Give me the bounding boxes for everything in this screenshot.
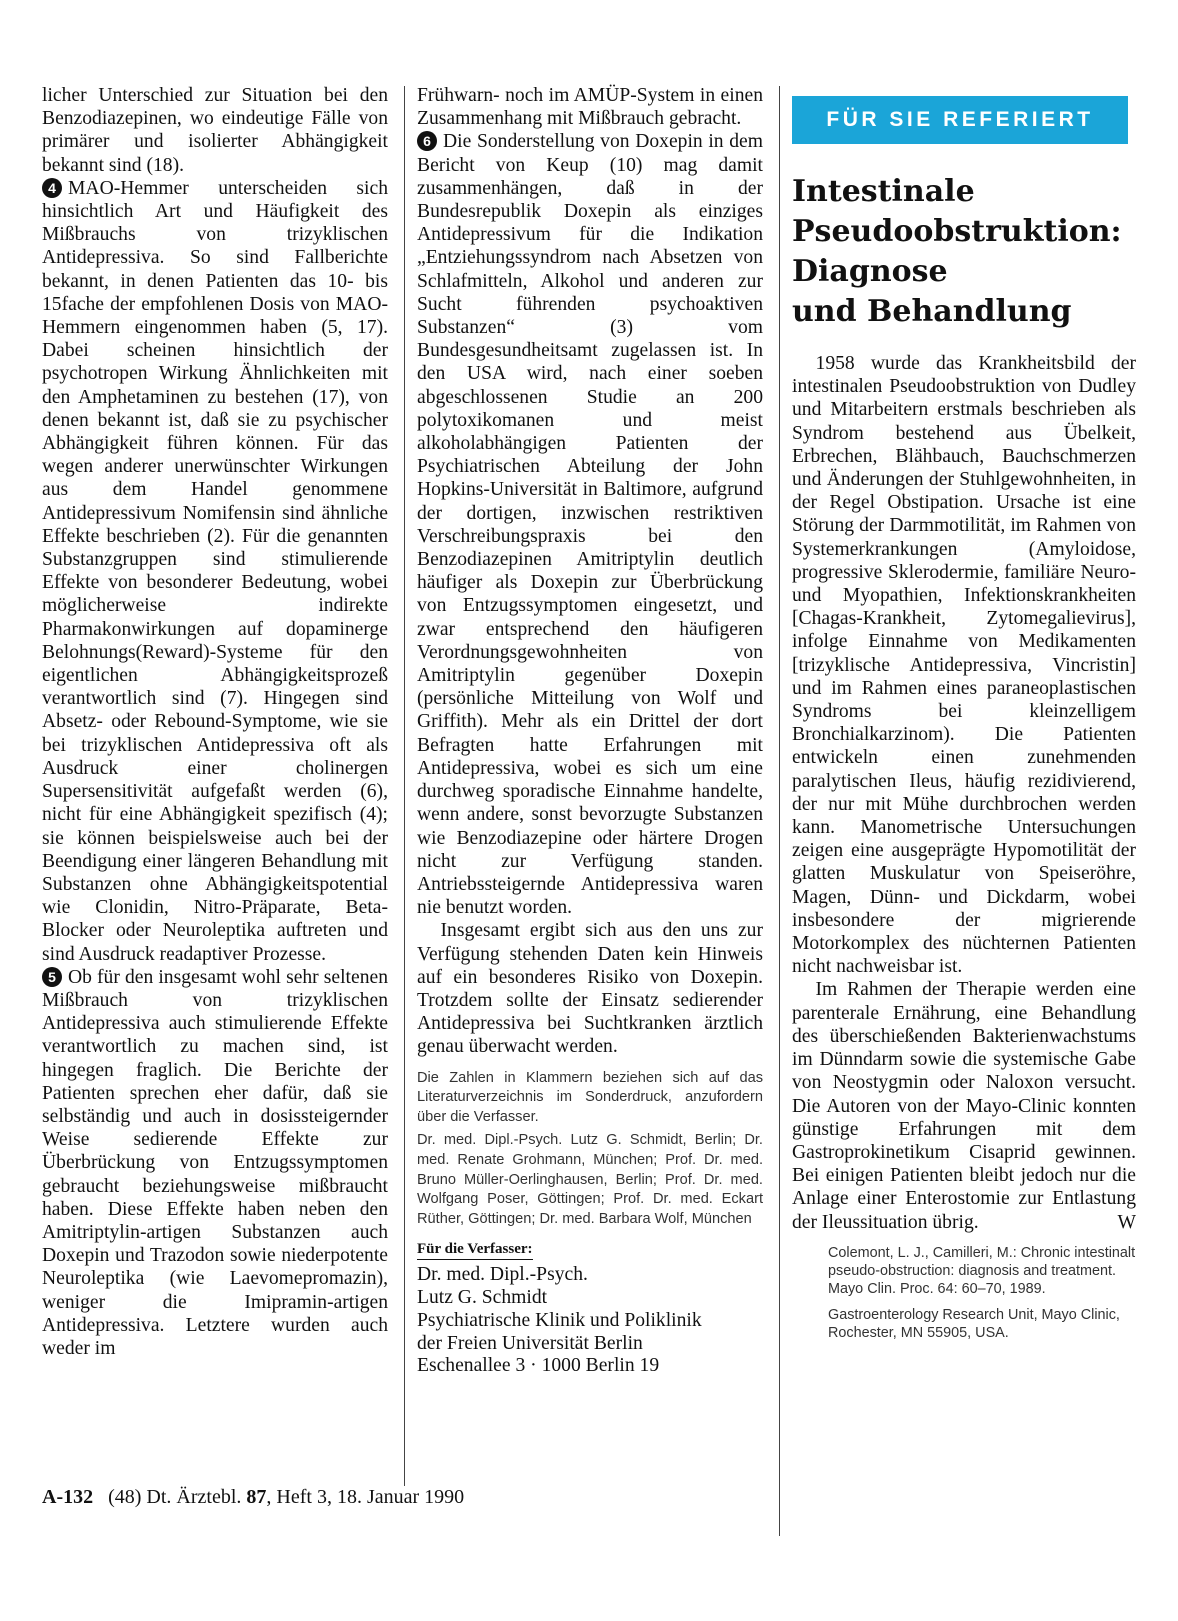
sidebar-affiliation: Gastroenterology Research Unit, Mayo Clinic, Rochester, MN 55905, USA. bbox=[828, 1306, 1120, 1341]
article-column-2 bbox=[417, 84, 763, 1378]
page-footer bbox=[42, 1486, 464, 1509]
address-heading: Für die Verfasser: bbox=[417, 1239, 533, 1260]
sidebar-paragraph: 1958 wurde das Krankheitsbild der intestinalen Pseudoobstruktion von Dudley und Mitarbeitern erstmals beschrieben als Syndrom bestehend aus Übelkeit, Erbrechen, Blähbauch, Bauchschmerzen und Änderungen der Stuhlgewohnheiten, in der Regel Obstipation. Ursache ist eine Störung der Darmmotilität, im Rahmen von Systemerkrankungen (Amyloidose, progressive Sklerodermie, familiäre Neuro- und Myopathien, Infektionskrankheiten [Chagas-Krankheit, Zytomegalievirus], infolge Einnahme von Medikamenten [trizyklische Antidepressiva, Vincristin] und im Rahmen eines paraneoplastischen Syndroms bei kleinzelligem Bronchialkarzinom). Die Patienten entwickeln einen zunehmenden paralytischen Ileus, häufig rezidivierend, der nur mit Mühe durchbrochen werden kann. Manometrische Untersuchungen zeigen eine ausgeprägte Hypomotilität der glatten Muskulatur von Speiseröhre, Magen, Dünn- und Dickdarm, wobei insbesondere der migrierende Motorkomplex des nüchternen Patienten nicht nachweisbar ist. bbox=[792, 353, 1136, 978]
page-number: A-132 bbox=[42, 1486, 94, 1508]
sidebar-reference: Colemont, L. J., Camilleri, M.: Chronic intestinalt pseudo-obstruction: diagnosis and treatment. Mayo Clin. Proc. 64: 60–70, 1989. bbox=[828, 1244, 1136, 1297]
paragraph-text: Ob für den insgesamt wohl sehr seltenen Mißbrauch von trizyklischen Antidepressiva auch stimulierende Effekte verantwortlich zu machen sind, ist hingegen fraglich. Die Berichte der Patienten sprechen eher dafür, daß sie selbständig und auch in dosissteigernder Weise sedierende Effekte zur Überbrückung von Entzugssymptomen gebraucht beziehungsweise mißbraucht haben. Diese Effekte haben neben den Amitriptylin-artigen Substanzen auch Doxepin und Trazodon sowie niederpotente Neuroleptika (wie Laevomepromazin), weniger die Imipramin-artigen Antidepressiva. Letztere wurden auch weder im bbox=[42, 966, 388, 1359]
paragraph-item-6 bbox=[417, 130, 763, 919]
paragraph-item-4 bbox=[42, 177, 388, 966]
number-badge-6: 6 bbox=[417, 131, 437, 151]
column-rule-right bbox=[779, 86, 780, 1536]
sidebar-paragraph-text: Im Rahmen der Therapie werden eine parenterale Ernährung, eine Behandlung des überschießenden Bakterienwachstums im Dünndarm sowie die systemische Gabe von Neostygmin oder Naloxon versucht. Die Autoren von der Mayo-Clinic konnten günstige Erfahrungen mit dem Gastroprokinetikum Cisaprid gewinnen. Bei einigen Patienten bleibt jedoch nur die Anlage einer Enterostomie zur Entlastung der Ileussituation übrig. bbox=[792, 979, 1136, 1233]
correspondence-address bbox=[417, 1264, 763, 1378]
journal-issue-date: , Heft 3, 18. Januar 1990 bbox=[266, 1486, 465, 1508]
headline-line: Pseudoobstruktion: bbox=[792, 214, 1122, 249]
paragraph-text: MAO-Hemmer unterscheiden sich hinsichtlich Art und Häufigkeit des Mißbrauchs von trizyklischen Antidepressiva. So sind Fallberichte bekannt, in denen Patienten das 10- bis 15fache der empfohlenen Dosis von MAO-Hemmern eingenommen haben (5, 17). Dabei scheinen hinsichtlich der psychotropen Wirkung Ähnlichkeiten mit den Amphetaminen zu bestehen (17), von denen bekannt ist, daß sie zu psychischer Abhängigkeit führen können. Für das wegen anderer unerwünschter Wirkungen aus dem Handel genommene Antidepressivum Nomifensin sind ähnliche Effekte beschrieben (2). Für die genannten Substanzgruppen sind stimulierende Effekte von besonderer Bedeutung, wobei möglicherweise indirekte Pharmakonwirkungen auf dopaminerge Belohnungs(Reward)-Systeme für den eigentlichen Abhängigkeitsprozeß verantwortlich sind (7). Hingegen sind Absetz- oder Rebound-Symptome, wie sie bei trizyklischen Antidepressiva oft als Ausdruck einer cholinergen Supersensitivität aufgefaßt werden (6), nicht für eine Abhängigkeit spezifisch (4); sie können beispielsweise auch bei der Beendigung einer längeren Behandlung mit Substanzen ohne Abhängigkeitspotential wie Clonidin, Nitro-Präparate, Beta-Blocker oder Neuroleptika auftreten und sind Ausdruck readaptiver Prozesse. bbox=[42, 177, 388, 965]
paragraph-continuation: licher Unterschied zur Situation bei den Benzodiazepinen, wo eindeutige Fälle von primärer und isolierter Abhängigkeit bekannt sind (18). bbox=[42, 85, 388, 176]
paragraph-item-5 bbox=[42, 966, 388, 1360]
references-note: Die Zahlen in Klammern beziehen sich auf das Literaturverzeichnis im Sonderdruck, anzufordern über die Verfasser. bbox=[417, 1069, 763, 1125]
paragraph-continuation: Frühwarn- noch im AMÜP-System in einen Zusammenhang mit Mißbrauch gebracht. bbox=[417, 85, 763, 130]
sidebar-headline bbox=[792, 172, 1138, 332]
headline-line: Diagnose bbox=[792, 254, 948, 289]
article-column-1 bbox=[42, 84, 388, 1360]
address-line: Dr. med. Dipl.-Psych. bbox=[417, 1264, 588, 1286]
journal-name: (48) Dt. Ärztebl. bbox=[108, 1486, 242, 1508]
column-rule-left bbox=[404, 86, 405, 1486]
address-line: Psychiatrische Klinik und Poliklinik bbox=[417, 1309, 702, 1331]
headline-line: Intestinale bbox=[792, 174, 975, 209]
section-banner: FÜR SIE REFERIERT bbox=[792, 96, 1128, 144]
address-line: Eschenallee 3 · 1000 Berlin 19 bbox=[417, 1355, 660, 1377]
address-line: der Freien Universität Berlin bbox=[417, 1332, 643, 1354]
authors-note: Dr. med. Dipl.-Psych. Lutz G. Schmidt, Berlin; Dr. med. Renate Grohmann, München; Prof. Dr. med. Bruno Müller-Oerlinghausen, Berlin; Prof. Dr. med. Wolfgang Poser, Göttingen; Prof. Dr. med. Eckart Rüther, Göttingen; Dr. med. Barbara Wolf, München bbox=[417, 1132, 763, 1227]
sidebar-paragraph bbox=[792, 978, 1136, 1233]
journal-volume: 87 bbox=[246, 1486, 267, 1508]
paragraph-text: Die Sonderstellung von Doxepin in dem Bericht von Keup (10) mag damit zusammenhängen, daß in der Bundesrepublik Doxepin als einziges Antidepressivum für die Indikation „Entziehungssyndrom nach Absetzen von Schlafmitteln, Alkohol und anderen zur Sucht führenden psychoaktiven Substanzen“ (3) vom Bundesgesundheitsamt zugelassen ist. In den USA wird, nach einer soeben abgeschlossenen Studie an 200 polytoxikomanen und meist alkoholabhängigen Patienten der Psychiatrischen Abteilung der John Hopkins-Universität in Baltimore, aufgrund der dortigen, inzwischen restriktiven Verschreibungspraxis bei den Benzodiazepinen Amitriptylin deutlich häufiger als Doxepin zur Überbrückung von Entzugssymptomen eingesetzt, und zwar entsprechend den häufigeren Verordnungsgewohnheiten von Amitriptylin gegenüber Doxepin (persönliche Mitteilung von Wolf und Griffith). Mehr als ein Drittel der dort Befragten hatte Erfahrungen mit Antidepressiva, wobei es sich um eine durchweg sporadische Einnahme handelte, wenn andere, sonst bevorzugte Substanzen wie Benzodiazepine oder härtere Drogen nicht zur Verfügung standen. Antriebssteigernde Antidepressiva waren nie benutzt worden. bbox=[417, 131, 763, 919]
address-line: Lutz G. Schmidt bbox=[417, 1287, 548, 1309]
number-badge-4: 4 bbox=[42, 178, 62, 198]
number-badge-5: 5 bbox=[42, 967, 62, 987]
author-signature: W bbox=[1117, 1211, 1136, 1233]
sidebar-article bbox=[792, 352, 1136, 1342]
headline-line: und Behandlung bbox=[792, 294, 1072, 329]
paragraph-conclusion: Insgesamt ergibt sich aus den uns zur Verfügung stehenden Daten kein Hinweis auf ein besonderes Risiko von Doxepin. Trotzdem sollte der Einsatz sedierender Antidepressiva bei Suchtkranken ärztlich genau überwacht werden. bbox=[417, 920, 763, 1058]
